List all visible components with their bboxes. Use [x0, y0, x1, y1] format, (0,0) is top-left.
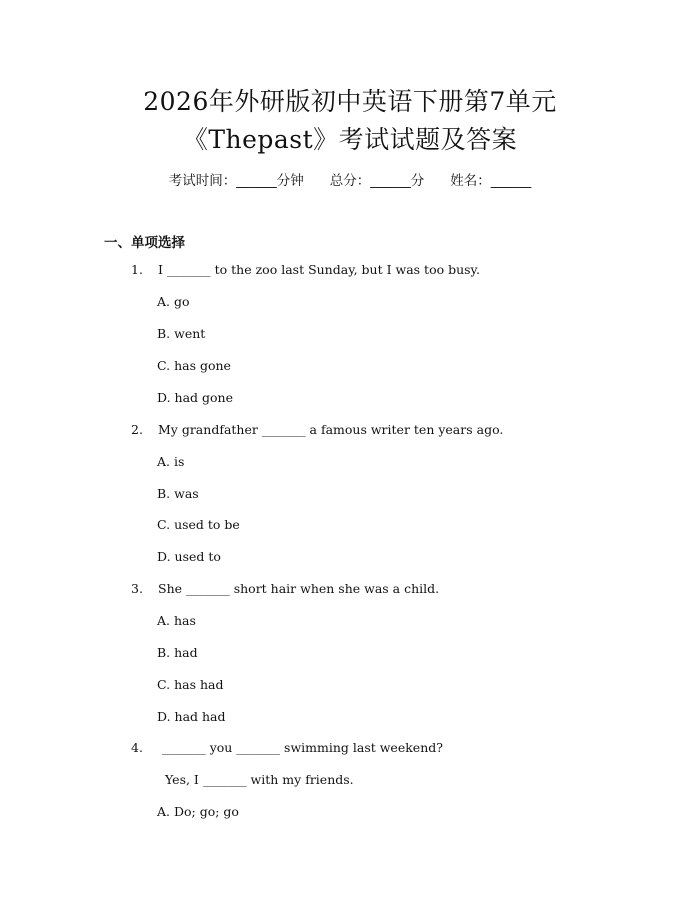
- question-number: 2.: [131, 422, 143, 437]
- option: A. has: [157, 613, 196, 628]
- option: A. go: [157, 294, 190, 309]
- question-number: 1.: [131, 262, 143, 277]
- option: B. went: [157, 326, 206, 341]
- option: C. has gone: [157, 358, 231, 373]
- option: D. had gone: [157, 390, 233, 405]
- section-heading: 一、单项选择: [104, 235, 185, 251]
- question-number: 3.: [131, 581, 143, 596]
- option: D. had had: [157, 709, 226, 724]
- page-title-line2: 《Thepast》考试试题及答案: [182, 125, 518, 154]
- option: B. was: [157, 486, 199, 501]
- question-number: 4.: [131, 740, 143, 755]
- option: C. has had: [157, 677, 224, 692]
- option: B. had: [157, 645, 198, 660]
- question-subtext: Yes, I _______ with my friends.: [165, 772, 354, 787]
- student-name: 姓名：______: [450, 173, 532, 189]
- question-text: I _______ to the zoo last Sunday, but I was too busy.: [158, 262, 480, 277]
- exam-info: [0, 169, 700, 189]
- exam-time: 考试时间：______分钟: [168, 173, 304, 189]
- question-text: _______ you _______ swimming last weekend?: [158, 740, 443, 755]
- option: A. Do; go; go: [157, 804, 239, 819]
- question-text: My grandfather _______ a famous writer ten years ago.: [158, 422, 504, 437]
- option: A. is: [157, 454, 185, 469]
- page-title-line1: 2026年外研版初中英语下册第7单元: [143, 87, 557, 116]
- option: D. used to: [157, 549, 221, 564]
- total-score: 总分：______分: [329, 173, 425, 189]
- question-text: She _______ short hair when she was a child.: [158, 581, 440, 596]
- option: C. used to be: [157, 517, 240, 532]
